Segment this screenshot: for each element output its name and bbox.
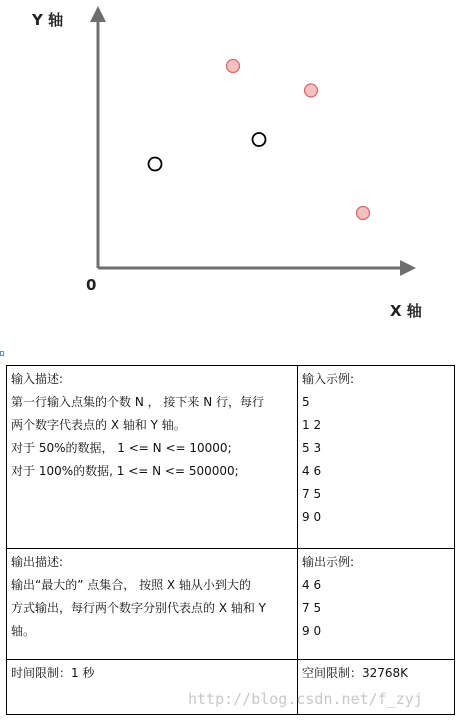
origin-label: 0 — [86, 276, 97, 294]
x-axis-label: X 轴 — [390, 302, 422, 320]
input-example-line: 5 — [302, 395, 310, 409]
input-description-line: 第一行输入点集的个数 N ， 接下来 N 行，每行 — [11, 395, 265, 409]
input-description-cell — [7, 366, 298, 549]
input-example-line: 5 3 — [302, 441, 322, 455]
problem-table — [6, 365, 455, 715]
input-description-line: 对于 50%的数据， 1 <= N <= 10000; — [11, 441, 232, 455]
watermark: http://blog.csdn.net/f_zyj — [188, 690, 423, 708]
input-example-heading: 输入示例: — [302, 372, 355, 386]
input-example-line: 1 2 — [302, 418, 322, 432]
input-example-cell — [298, 366, 455, 549]
output-example-cell — [298, 549, 455, 660]
output-description-line: 方式输出，每行两个数字分别代表点的 X 轴和 Y — [11, 601, 266, 615]
y-axis-label: Y 轴 — [32, 11, 64, 29]
output-example-line: 9 0 — [302, 624, 322, 638]
output-example-line: 7 5 — [302, 601, 322, 615]
output-example-line: 4 6 — [302, 578, 322, 592]
input-row — [7, 366, 455, 549]
output-description-heading: 输出描述: — [11, 555, 64, 569]
input-description-line: 对于 100%的数据, 1 <= N <= 500000; — [11, 464, 239, 478]
data-point — [149, 158, 162, 171]
input-example-line: 9 0 — [302, 510, 322, 524]
input-example-line: 4 6 — [302, 464, 322, 478]
time-limit: 时间限制：1 秒 — [11, 666, 95, 680]
corner-mark — [0, 351, 4, 356]
data-point — [253, 133, 266, 146]
output-description-line: 轴。 — [11, 624, 36, 638]
space-limit: 空间限制：32768K — [302, 666, 409, 680]
input-description-heading: 输入描述: — [11, 372, 64, 386]
output-example-heading: 输出示例: — [302, 555, 355, 569]
scatter-figure — [0, 0, 458, 330]
x-axis-arrowhead — [400, 260, 416, 276]
output-description-line: 输出“最大的” 点集合， 按照 X 轴从小到大的 — [11, 578, 251, 592]
y-axis-arrowhead — [90, 6, 106, 22]
highlighted-point — [227, 60, 240, 73]
scatter-points — [149, 60, 370, 220]
input-description-line: 两个数字代表点的 X 轴和 Y 轴。 — [11, 418, 186, 432]
output-row — [7, 549, 455, 660]
output-description-cell — [7, 549, 298, 660]
highlighted-point — [357, 207, 370, 220]
input-example-line: 7 5 — [302, 487, 322, 501]
highlighted-point — [305, 84, 318, 97]
